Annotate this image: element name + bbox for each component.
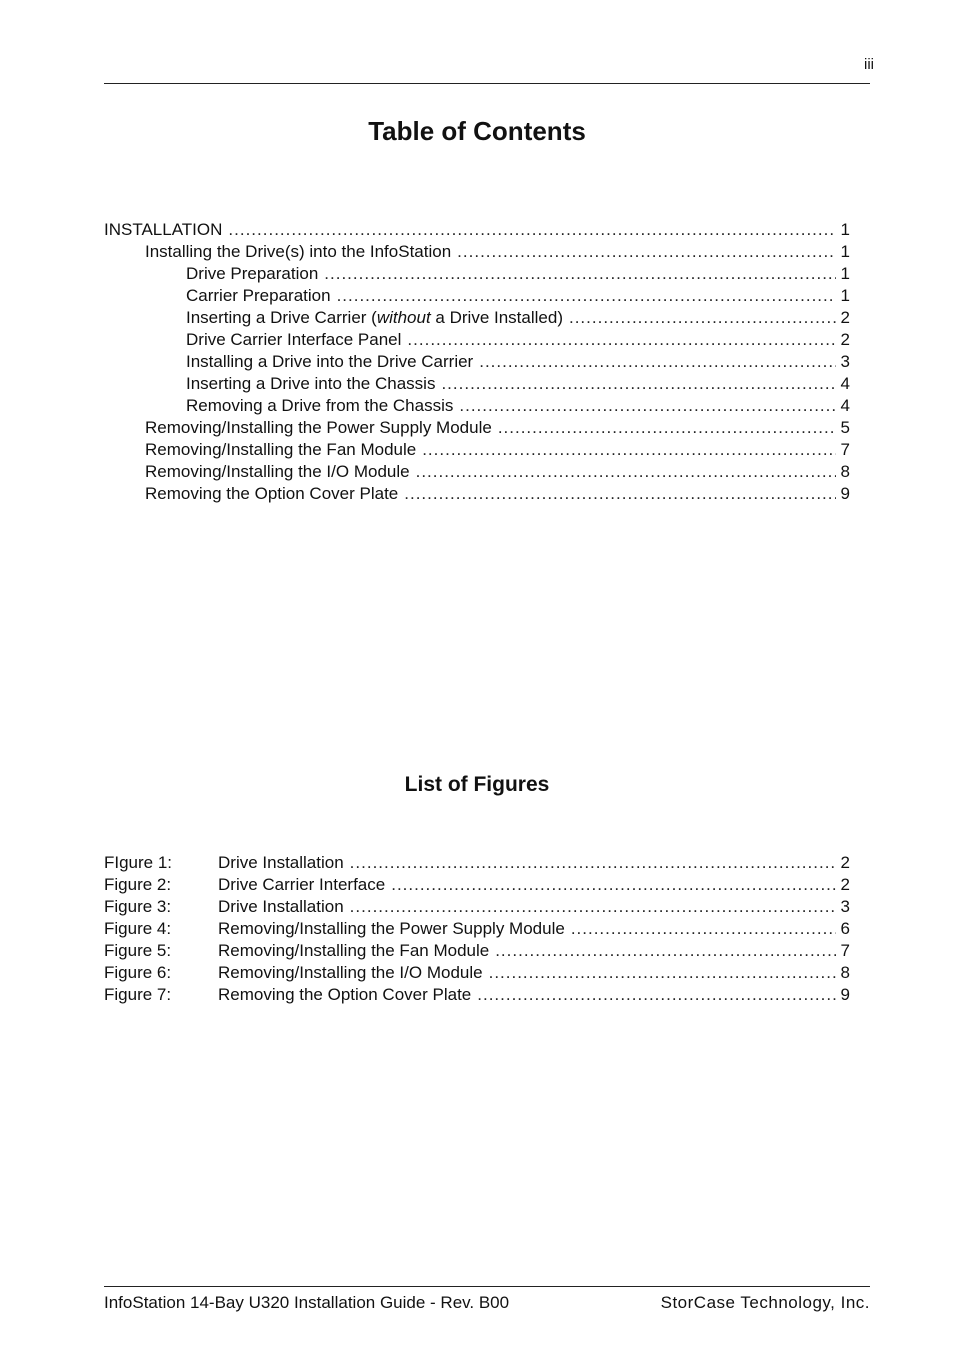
figure-number: FIgure 1: [104,853,173,872]
dot-leader [407,329,836,351]
dot-leader [441,373,836,395]
toc-entry[interactable] [104,263,850,285]
figure-entry[interactable] [104,896,850,918]
toc-entry-page: 4 [840,396,850,415]
figure-entry[interactable] [104,940,850,962]
figure-entry[interactable] [104,874,850,896]
toc-entry-label: Installing the Drive(s) into the InfoStation [145,242,452,261]
toc-entry-label: INSTALLATION [104,220,223,239]
dot-leader [459,395,836,417]
toc-entry-label-emphasis: without [376,308,431,327]
toc-entry[interactable] [104,351,850,373]
figure-label: Removing the Option Cover Plate [218,985,472,1004]
figure-page: 3 [840,897,850,916]
toc-entry-label: Removing/Installing the Power Supply Module [145,418,492,437]
toc-entry-page: 3 [840,352,850,371]
toc-entry-label: Carrier Preparation [186,286,331,305]
toc-entry-label-post: a Drive Installed) [430,308,563,327]
toc-entry-page: 1 [840,286,850,305]
figure-page: 2 [840,853,850,872]
dot-leader [404,483,836,505]
dot-leader [569,307,836,329]
dot-leader [324,263,836,285]
toc-entry-label [186,307,563,329]
toc-entry[interactable] [104,439,850,461]
dot-leader [479,351,836,373]
toc-entry[interactable] [104,373,850,395]
toc-entry-page: 4 [840,374,850,393]
figure-page: 9 [840,985,850,1004]
figure-label: Removing/Installing the Fan Module [218,941,490,960]
figure-entry[interactable] [104,962,850,984]
toc-entry-page: 9 [840,484,850,503]
figure-label: Drive Installation [218,853,344,872]
footer-rule [104,1286,870,1287]
footer-company: StorCase Technology, Inc. [660,1293,870,1312]
toc-entry-label-pre: Inserting a Drive Carrier ( [186,308,377,327]
figure-label: Removing/Installing the I/O Module [218,963,483,982]
figure-entry[interactable] [104,918,850,940]
figure-label: Drive Carrier Interface [218,875,386,894]
toc-entry-label: Drive Preparation [186,264,319,283]
toc-entry-label: Inserting a Drive into the Chassis [186,374,436,393]
toc-entry[interactable] [104,219,850,241]
toc-entry[interactable] [104,241,850,263]
page-number: iii [864,56,874,73]
dot-leader [337,285,836,307]
toc-entry-label: Drive Carrier Interface Panel [186,330,402,349]
figure-label: Removing/Installing the Power Supply Module [218,919,565,938]
figure-label: Drive Installation [218,897,344,916]
header-rule [104,83,870,84]
dot-leader [571,918,836,940]
toc-entry-label: Removing/Installing the I/O Module [145,462,410,481]
dot-leader [498,417,836,439]
toc-entry-page: 7 [840,440,850,459]
dot-leader [457,241,836,263]
figures-list [104,852,850,1006]
figure-page: 6 [840,919,850,938]
toc-entry[interactable] [104,461,850,483]
dot-leader [477,984,836,1006]
toc-entry-label: Removing the Option Cover Plate [145,484,399,503]
toc-title: Table of Contents [368,116,586,146]
toc-entry-page: 2 [840,330,850,349]
toc-entry-page: 2 [840,308,850,327]
figure-number: Figure 3: [104,897,172,916]
dot-leader [228,219,836,241]
dot-leader [422,439,836,461]
toc-entry[interactable] [104,307,850,329]
figure-page: 8 [840,963,850,982]
toc-entry[interactable] [104,395,850,417]
dot-leader [489,962,836,984]
figure-number: Figure 5: [104,941,172,960]
figure-entry[interactable] [104,852,850,874]
toc-entry-page: 1 [840,264,850,283]
toc-entry[interactable] [104,285,850,307]
figures-title: List of Figures [404,773,550,796]
figure-number: Figure 6: [104,963,172,982]
figure-page: 7 [840,941,850,960]
toc-entry-page: 1 [840,242,850,261]
toc-entry[interactable] [104,329,850,351]
figure-entry[interactable] [104,984,850,1006]
dot-leader [416,461,836,483]
figure-number: Figure 2: [104,875,172,894]
dot-leader [350,852,836,874]
footer-document-title: InfoStation 14-Bay U320 Installation Guide - Rev. B00 [104,1293,510,1312]
figure-number: Figure 7: [104,985,172,1004]
dot-leader [391,874,836,896]
dot-leader [350,896,836,918]
toc-list [104,219,850,505]
figure-page: 2 [840,875,850,894]
toc-entry-page: 1 [840,220,850,239]
dot-leader [495,940,836,962]
toc-entry-label: Installing a Drive into the Drive Carrier [186,352,474,371]
toc-entry-page: 5 [840,418,850,437]
toc-entry-page: 8 [840,462,850,481]
figure-number: Figure 4: [104,919,172,938]
toc-entry[interactable] [104,417,850,439]
toc-entry[interactable] [104,483,850,505]
toc-entry-label: Removing a Drive from the Chassis [186,396,454,415]
toc-entry-label: Removing/Installing the Fan Module [145,440,417,459]
